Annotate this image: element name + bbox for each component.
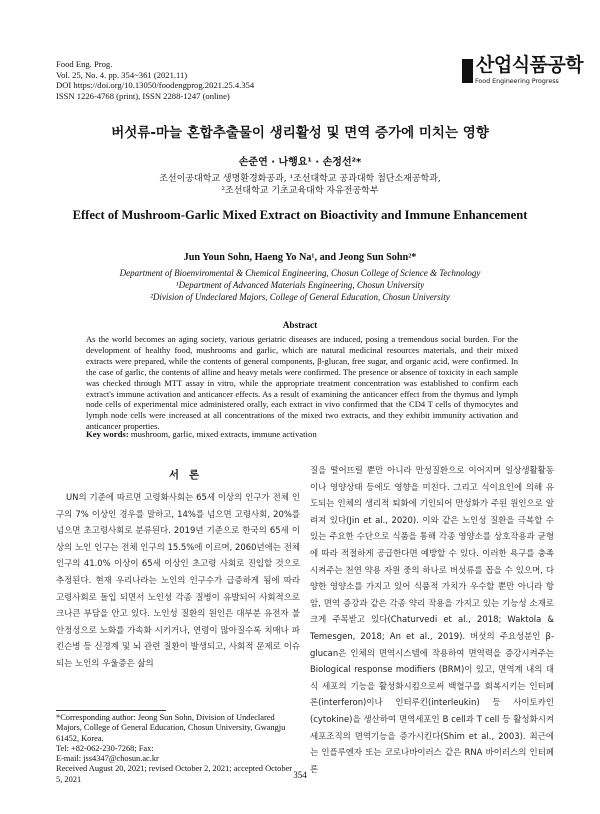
keywords-text: mushroom, garlic, mixed extracts, immune activation: [128, 429, 317, 439]
journal-doi[interactable]: DOI https://doi.org/10.13050/foodengprog.2021.25.4.354: [56, 80, 255, 90]
footnote-tel: Tel: +82-062-230-7268; Fax:: [56, 743, 154, 753]
page-number: 354: [293, 770, 307, 780]
body-column-right: 질을 떨어뜨릴 뿐만 아니라 만성질환으로 이어지며 일상생활활동이나 영양상태 등에도 영향을 미친다. 그리고 식이요인에 의해 유도되는 인체의 생리적 퇴화에 기인되어 만성화가 주된 원인으로 알려져 있다(Jin et al., 2020). 이와 같은 노인성 질환을 극복할 수 있는 주요한 수단으로 식품을 통해 각종 영양소를 상호작용과 균형에 따라 적절하게 공급한다면 예방할 수 있다. 이러한 욕구를 충족시켜주는 천연 약용 자원 중의 하나로 버섯류를 꼽을 수 있으며, 다양한 영양소를 가지고 있어 식품적 가치가 우수할 뿐만 아니라 항암, 면역 증강과 같은 각종 약리 작용을 가지고 있는 기능성 소재로 크게 주목받고 있다(Chaturvedi et al., 2018; Waktola & Temesgen, 2018; An et al., 2019). 버섯의 주요성분인 β-glucan은 인체의 면역시스템에 작용하여 면역력을 증강시켜주는 Biological response modifiers (BRM)이 있고, 면역계 내의 대식 세포의 기능을 활성화시킴으로써 백혈구를 회복시키는 인터페론(interferon)이나 인터루킨(interleukin) 등 사이토카인(cytokine)을 생산하여 면역세포인 B cell과 T cell 등 활성화시켜 세포조직의 면역기능을 증가시킨다(Shim et al., 2003). 최근에는 인플루엔자 또는 코로나바이러스 같은 RNA 바이러스의 인터페론: [310, 465, 554, 774]
footnote-received: Received August 20, 2021; revised October 2, 2021; accepted October 5, 2021: [56, 764, 293, 784]
footnote-corresponding: *Corresponding author: Jeong Sun Sohn, Division of Undeclared Majors, College of General Education, Chosun University, Gwangju 61452, Korea.: [56, 713, 286, 743]
title-english: [0, 208, 600, 223]
logo-subtitle: Food Engineering Progress: [475, 78, 559, 85]
journal-logo: [462, 50, 584, 100]
affiliation-korean-2: ²조선대학교 기초교육대학 자유전공학부: [221, 186, 379, 196]
body-column-left: UN의 기준에 따르면 고령화사회는 65세 이상의 인구가 전체 인구의 7% 이상인 경우를 말하고, 14%를 넘으면 고령사회, 20%를 넘으면 초고령사회로 분류된다. 2019년 기준으로 한국의 65세 이상의 노인 인구는 전체 인구의 15.5%에 이르며, 2060년에는 전체 인구의 41.0% 이상이 65세 이상인 초고령 사회로 진입할 것으로 추정된다. 현재 우리나라는 노인의 인구수가 급증하게 됨에 따라 고령사회로 돌입 되면서 노인성 각종 질병이 유발되어 사회적으로 크나큰 부담을 안고 있다. 노인성 질환의 원인은 대부분 유전자 불안정성으로 노화를 가속화 시키거나, 연령이 많아질수록 치매나 파킨슨병 등 신경계 및 뇌 관련 질환이 발생되고, 사회적 문제로 이슈되는 노인의 우울증은 삶의: [56, 492, 300, 668]
keywords-label: Key words:: [86, 429, 129, 439]
footnote-email[interactable]: E-mail: jss4347@chosun.ac.kr: [56, 754, 159, 764]
journal-name: Food Eng. Prog.: [56, 59, 113, 69]
affiliation-korean-1: 조선이공대학교 생명환경화공과, ¹조선대학교 공과대학 첨단소재공학과,: [159, 174, 441, 184]
journal-volume: Vol. 25, No. 4. pp. 354~361 (2021.11): [56, 69, 188, 80]
logo-text: 산업식품공학: [476, 54, 584, 76]
affiliation-english-3: ²Division of Undeclared Majors, College of General Education, Chosun University: [150, 292, 450, 302]
footnote-divider: [56, 710, 166, 711]
keywords: [86, 429, 518, 439]
journal-issn: ISSN 1226-4768 (print), ISSN 2288-1247 (online): [56, 90, 230, 101]
affiliation-english-2: ¹Department of Advanced Materials Engineering, Chosun University: [175, 280, 425, 290]
abstract-heading: Abstract: [282, 321, 318, 331]
logo-mark: [462, 59, 473, 83]
authors-korean: 손준연 · 나행요¹ · 손정선²*: [238, 157, 362, 168]
affiliation-english-1: Department of Bioenviromental & Chemical Engineering, Chosun College of Science & Technology: [119, 268, 481, 278]
journal-meta: [56, 59, 254, 101]
title-korean: 버섯류-마늘 혼합추출물이 생리활성 및 면역 증가에 미치는 영향: [111, 125, 489, 141]
section-heading-introduction: 서론: [168, 469, 210, 481]
authors-english: Jun Youn Sohn, Haeng Yo Na¹, and Jeong Sun Sohn²*: [183, 252, 417, 263]
abstract-text: As the world becomes an aging society, various geriatric diseases are induced, posing a tremendous social burden. For the development of healthy food, mushrooms and garlic, which are natural medicinal resources materials, and their mixed extracts were prepared, while the contents of general components, β-glucan, free sugar, and organic acid, were confirmed. In the case of garlic, the contents of alline and heavy metals were confirmed. The presence or absence of toxicity in each sample was checked through MTT assay in vitro, while the appropriate treatment concentration was established to confirm each extract's immune activation and anticancer effects. As a result of examining the anticancer effect from the thymus and lymph node cells of experimental mice administered orally, each extract in vivo confirmed that the CD4 T cells of thymocytes and lymph node cells were increased at all concentrations of the mixed two extracts, and they exhibit immunity activation and anticancer properties.: [86, 334, 518, 432]
title-english-text: Effect of Mushroom-Garlic Mixed Extract on Bioactivity and Immune Enhancement: [72, 208, 528, 222]
